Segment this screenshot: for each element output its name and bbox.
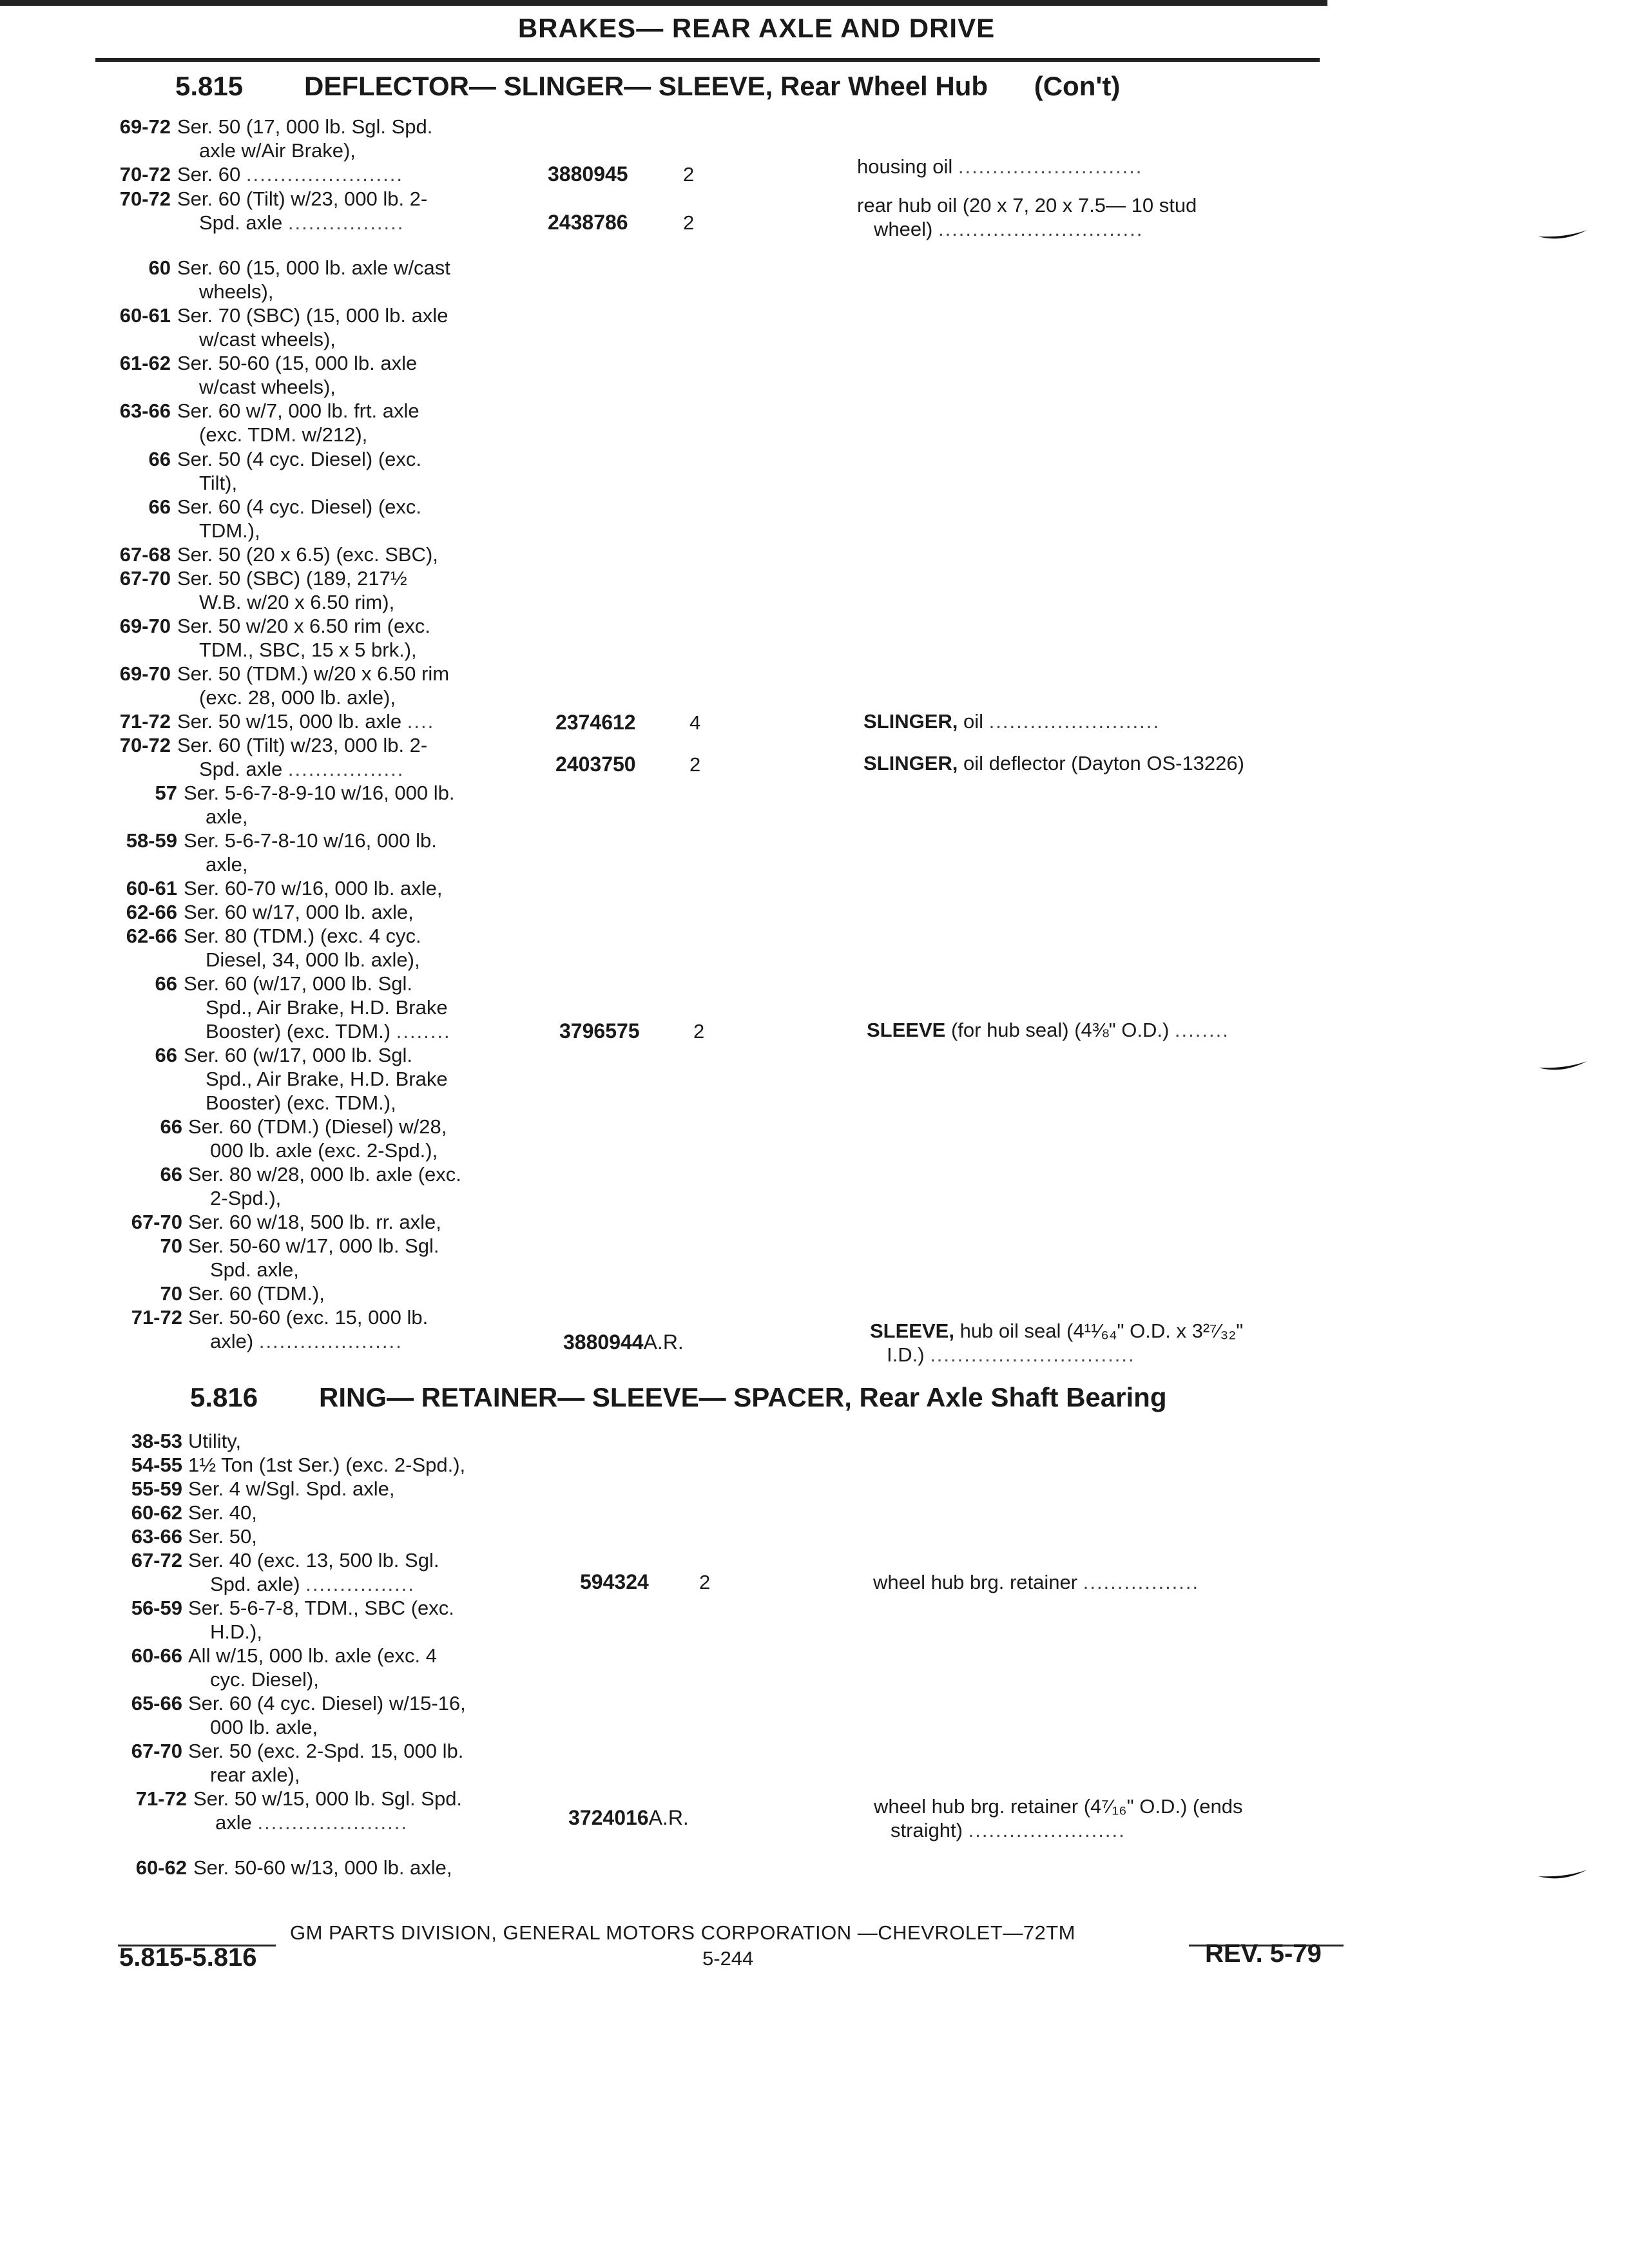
application: Ser. 50 (4 cyc. Diesel) (exc. Tilt), xyxy=(177,448,422,494)
scan-mark xyxy=(1537,1060,1588,1074)
application: Ser. 5-6-7-8-10 w/16, 000 lb. axle, xyxy=(184,829,437,876)
years: 70-72 xyxy=(119,163,171,186)
years: 67-70 xyxy=(119,567,171,590)
quantity: 2 xyxy=(683,211,695,234)
years: 71-72 xyxy=(131,1306,182,1329)
years: 60-61 xyxy=(126,877,177,899)
application: Ser. 60 w/7, 000 lb. frt. axle (exc. TDM. w/212), xyxy=(177,399,419,446)
application: Ser. 40 (exc. 13, 500 lb. Sgl. Spd. axle) ................ xyxy=(188,1549,439,1595)
application: Ser. 60 (w/17, 000 lb. Sgl. Spd., Air Brake, H.D. Brake Booster) (exc. TDM.) ........ xyxy=(184,972,451,1043)
years: 63-66 xyxy=(131,1525,182,1548)
application: Ser. 60-70 w/16, 000 lb. axle, xyxy=(184,877,443,899)
part-description: housing oil ........................... xyxy=(857,155,1143,178)
quantity: 2 xyxy=(699,1571,711,1593)
page-header-title: BRAKES— REAR AXLE AND DRIVE xyxy=(517,13,996,43)
part-description: rear hub oil (20 x 7, 20 x 7.5— 10 stud wheel) .............................. xyxy=(857,194,1197,240)
section-number: 5.816 xyxy=(190,1382,258,1412)
years: 71-72 xyxy=(119,710,171,733)
years: 60-62 xyxy=(131,1501,182,1524)
years: 57 xyxy=(155,782,177,804)
application: Ser. 50-60 w/17, 000 lb. Sgl. Spd. axle, xyxy=(188,1235,439,1281)
application: Ser. 50 (TDM.) w/20 x 6.50 rim (exc. 28, 000 lb. axle), xyxy=(177,662,450,709)
application: Ser. 60 (w/17, 000 lb. Sgl. Spd., Air Brake, H.D. Brake Booster) (exc. TDM.), xyxy=(184,1044,448,1114)
years: 67-70 xyxy=(131,1211,182,1233)
years: 69-72 xyxy=(119,115,171,138)
quantity: 2 xyxy=(683,163,695,186)
application: Ser. 60 w/18, 500 lb. rr. axle, xyxy=(188,1211,441,1233)
footer-revision: REV. 5-79 xyxy=(1205,1939,1322,1968)
years: 66 xyxy=(148,448,171,470)
footer-page-number: 5-244 xyxy=(702,1947,754,1970)
application: Ser. 60 (Tilt) w/23, 000 lb. 2- Spd. axle ................. xyxy=(177,734,428,780)
section-name: RING— RETAINER— SLEEVE— SPACER, Rear Axle Shaft Bearing xyxy=(319,1382,1167,1412)
years: 61-62 xyxy=(119,352,171,374)
years: 58-59 xyxy=(126,829,177,852)
years: 66 xyxy=(160,1163,182,1186)
years: 55-59 xyxy=(131,1477,182,1500)
part-number: 3796575 xyxy=(559,1019,640,1043)
application: Ser. 50-60 w/13, 000 lb. axle, xyxy=(193,1856,452,1879)
header-rule xyxy=(95,58,1320,62)
years: 60-62 xyxy=(135,1856,187,1879)
application: Ser. 80 (TDM.) (exc. 4 cyc. Diesel, 34, 000 lb. axle), xyxy=(184,925,421,971)
years: 66 xyxy=(148,495,171,518)
years: 67-68 xyxy=(119,543,171,566)
application: Ser. 50-60 (15, 000 lb. axle w/cast wheels), xyxy=(177,352,418,398)
years: 60-66 xyxy=(131,1644,182,1667)
application: Ser. 50 w/20 x 6.50 rim (exc. TDM., SBC, 15 x 5 brk.), xyxy=(177,615,430,661)
years: 60-61 xyxy=(119,304,171,327)
years: 70 xyxy=(160,1282,182,1305)
application: Ser. 50 (SBC) (189, 217½ W.B. w/20 x 6.50 rim), xyxy=(177,567,407,613)
years: 62-66 xyxy=(126,925,177,947)
years: 66 xyxy=(155,972,177,995)
years: 67-72 xyxy=(131,1549,182,1571)
years: 66 xyxy=(155,1044,177,1066)
application: Ser. 5-6-7-8, TDM., SBC (exc. H.D.), xyxy=(188,1597,454,1643)
application: Ser. 40, xyxy=(188,1501,257,1524)
years: 54-55 xyxy=(131,1454,182,1476)
part-description: SLEEVE, hub oil seal (4¹¹⁄₆₄" O.D. x 3²⁷⁄₃₂" I.D.) .............................. xyxy=(870,1320,1244,1366)
quantity: 2 xyxy=(693,1020,705,1043)
section-5815-title xyxy=(175,71,1120,102)
application: Ser. 5-6-7-8-9-10 w/16, 000 lb. axle, xyxy=(184,782,455,828)
scan-mark xyxy=(1537,229,1588,243)
footer-section-range: 5.815-5.816 xyxy=(119,1943,257,1972)
application: Ser. 60 ....................... xyxy=(177,163,403,186)
years: 63-66 xyxy=(119,399,171,422)
quantity: 2 xyxy=(689,753,701,776)
years: 65-66 xyxy=(131,1692,182,1715)
application: Ser. 80 w/28, 000 lb. axle (exc. 2-Spd.), xyxy=(188,1163,461,1209)
part-description: SLINGER, oil deflector (Dayton OS-13226) xyxy=(863,752,1244,774)
quantity: 4 xyxy=(689,711,701,734)
application: Ser. 50 (17, 000 lb. Sgl. Spd. axle w/Air Brake), xyxy=(177,115,433,162)
application: Ser. 50 w/15, 000 lb. Sgl. Spd. axle ...................... xyxy=(193,1787,463,1834)
part-number: 3880945 xyxy=(548,162,628,186)
years: 56-59 xyxy=(131,1597,182,1619)
years: 66 xyxy=(160,1115,182,1138)
application: Ser. 50-60 (exc. 15, 000 lb. axle) ..................... xyxy=(188,1306,429,1352)
application: Ser. 50, xyxy=(188,1525,257,1548)
scan-mark xyxy=(1537,1869,1588,1883)
application: Ser. 50 (exc. 2-Spd. 15, 000 lb. rear axle), xyxy=(188,1740,464,1786)
application: Ser. 60 w/17, 000 lb. axle, xyxy=(184,901,414,923)
top-border xyxy=(0,0,1327,6)
part-description: wheel hub brg. retainer (4⁷⁄₁₆" O.D.) (ends straight) ....................... xyxy=(874,1795,1243,1841)
years: 70-72 xyxy=(119,187,171,210)
section-number: 5.815 xyxy=(175,71,244,101)
years: 67-70 xyxy=(131,1740,182,1762)
application: Ser. 60 (Tilt) w/23, 000 lb. 2- Spd. axle ................. xyxy=(177,187,428,234)
part-number: 3724016A.R. xyxy=(568,1806,689,1829)
years: 70 xyxy=(160,1235,182,1257)
years: 71-72 xyxy=(135,1787,187,1810)
application: Ser. 60 (TDM.) (Diesel) w/28, 000 lb. axle (exc. 2-Spd.), xyxy=(188,1115,447,1162)
part-number: 2403750 xyxy=(555,753,636,776)
application: Ser. 60 (15, 000 lb. axle w/cast wheels), xyxy=(177,256,450,303)
application: All w/15, 000 lb. axle (exc. 4 cyc. Diesel), xyxy=(188,1644,437,1691)
part-number: 3880944A.R. xyxy=(563,1331,684,1354)
application: Ser. 50 w/15, 000 lb. axle .... xyxy=(177,710,435,733)
application: Ser. 4 w/Sgl. Spd. axle, xyxy=(188,1477,395,1500)
application: Ser. 60 (TDM.), xyxy=(188,1282,325,1305)
application: Utility, xyxy=(188,1430,242,1452)
application: Ser. 70 (SBC) (15, 000 lb. axle w/cast wheels), xyxy=(177,304,448,351)
application: Ser. 60 (4 cyc. Diesel) w/15-16, 000 lb. axle, xyxy=(188,1692,466,1738)
part-description: SLEEVE (for hub seal) (4⅜" O.D.) ........ xyxy=(867,1019,1229,1041)
footer-publisher: GM PARTS DIVISION, GENERAL MOTORS CORPORATION —CHEVROLET—72TM xyxy=(290,1921,1076,1944)
years: 69-70 xyxy=(119,615,171,637)
application: 1½ Ton (1st Ser.) (exc. 2-Spd.), xyxy=(188,1454,466,1476)
application: Ser. 60 (4 cyc. Diesel) (exc. TDM.), xyxy=(177,495,422,542)
part-number: 594324 xyxy=(580,1570,649,1593)
years: 70-72 xyxy=(119,734,171,756)
years: 62-66 xyxy=(126,901,177,923)
continued-label: (Con't) xyxy=(1034,71,1121,101)
section-name: DEFLECTOR— SLINGER— SLEEVE, Rear Wheel Hub xyxy=(304,71,988,101)
part-description: SLINGER, oil ......................... xyxy=(863,710,1160,733)
years: 60 xyxy=(148,256,171,279)
part-description: wheel hub brg. retainer ................. xyxy=(873,1571,1200,1593)
application: Ser. 50 (20 x 6.5) (exc. SBC), xyxy=(177,543,438,566)
section-5816-title xyxy=(190,1382,1166,1413)
years: 69-70 xyxy=(119,662,171,685)
part-number: 2438786 xyxy=(548,211,628,234)
years: 38-53 xyxy=(131,1430,182,1452)
part-number: 2374612 xyxy=(555,711,636,734)
